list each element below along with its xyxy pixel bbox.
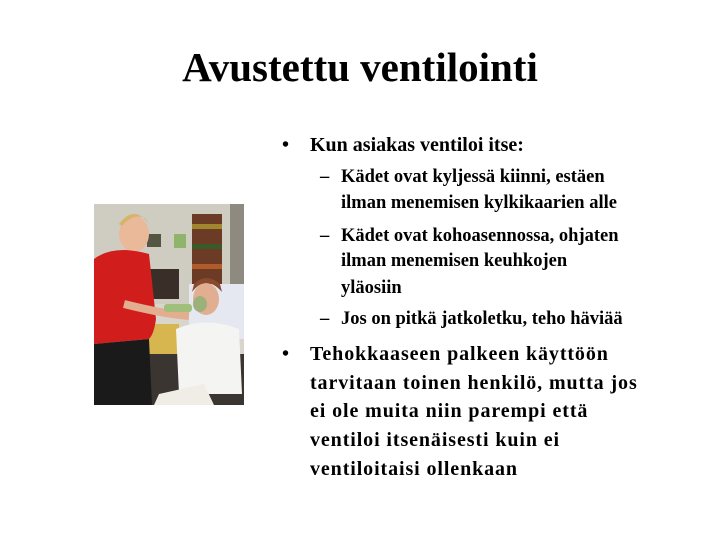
sub-item-3-line: Jos on pitkä jatkoletku, teho häviää	[341, 309, 623, 329]
sub-item-1-line: ilman menemisen kylkikaarien alle	[341, 193, 617, 213]
sub-item-1-line: Kädet ovat kyljessä kiinni, estäen	[341, 167, 605, 187]
sub-item-2-line: Kädet ovat kohoasennossa, ohjaten	[341, 226, 619, 246]
bullet-2-line: Tehokkaaseen palkeen käyttöön	[310, 343, 609, 365]
dash-icon: –	[320, 167, 330, 187]
bullet-2-line: ventiloi itsenäisesti kuin ei	[310, 429, 561, 451]
dash-icon: –	[320, 309, 330, 329]
bullet-2-line: ei ole muita niin parempi että	[310, 400, 589, 422]
sub-item-2-line: ilman menemisen keuhkojen	[341, 251, 568, 271]
sub-item-2-line: yläosiin	[341, 278, 402, 298]
dash-icon: –	[320, 226, 330, 246]
bullet-icon: •	[282, 134, 290, 156]
bullet-1-line: Kun asiakas ventiloi itse:	[310, 134, 524, 156]
bullet-2-line: tarvitaan toinen henkilö, mutta jos	[310, 372, 638, 394]
bullet-2-line: ventiloitaisi ollenkaan	[310, 458, 518, 480]
bullet-icon: •	[282, 343, 290, 365]
photo-assisted-ventilation	[94, 204, 244, 405]
slide-title: Avustettu ventilointi	[182, 44, 538, 90]
